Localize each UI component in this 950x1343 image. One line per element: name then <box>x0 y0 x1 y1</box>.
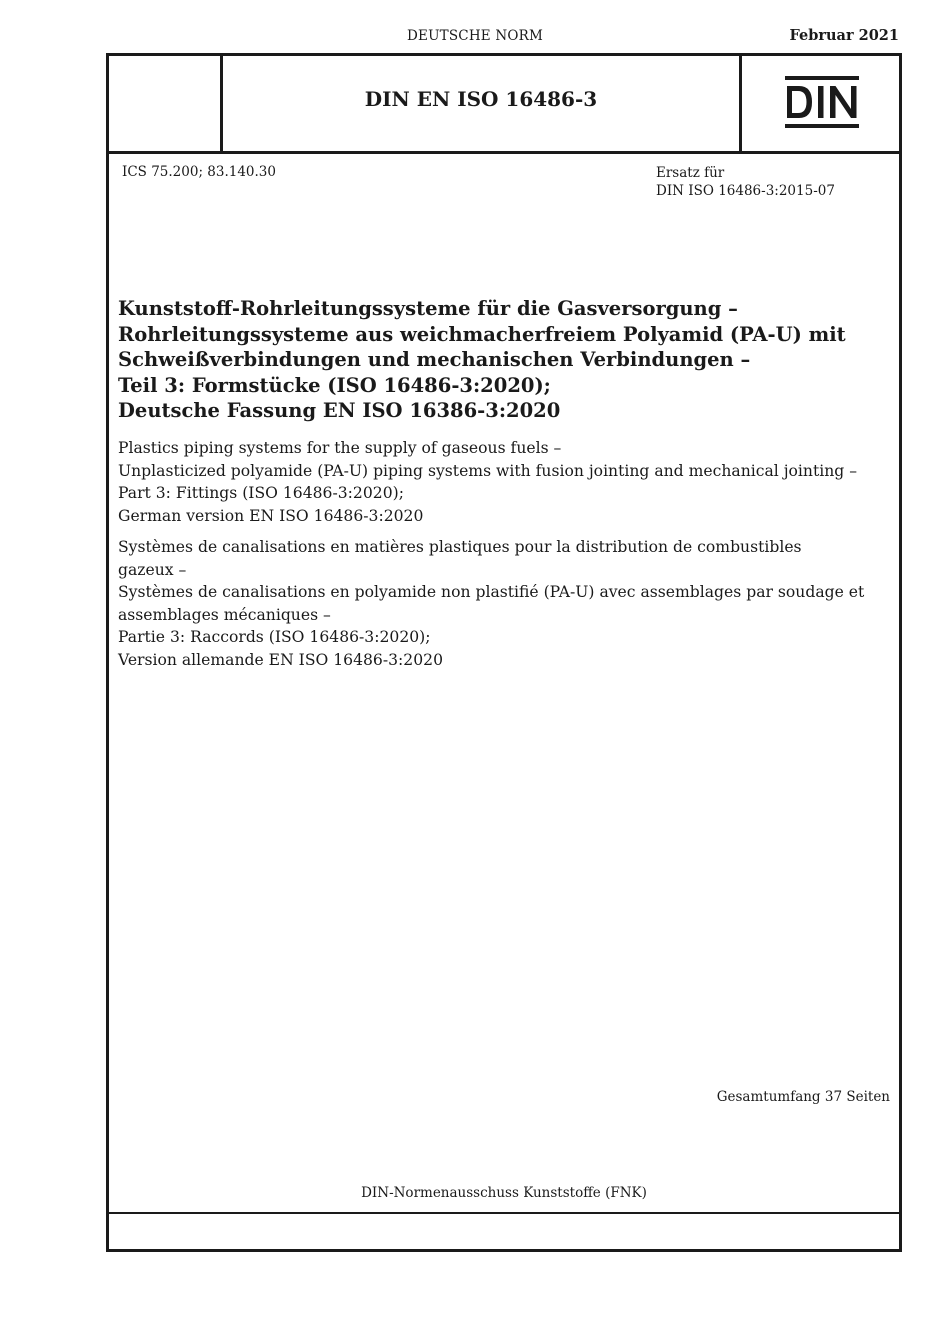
publication-date: Februar 2021 <box>789 27 899 44</box>
committee-name: DIN-Normenausschuss Kunststoffe (FNK) <box>361 1185 647 1201</box>
title-english-line: German version EN ISO 16486-3:2020 <box>118 506 424 525</box>
document-number: DIN EN ISO 16486-3 <box>364 87 598 111</box>
title-french-line: gazeux – <box>118 560 187 579</box>
din-logo <box>742 74 902 130</box>
norm-label: DEUTSCHE NORM <box>406 28 544 44</box>
title-german-line: Rohrleitungssysteme aus weichmacherfreiem Polyamid (PA-U) mit <box>118 322 846 346</box>
title-english-line: Unplasticized polyamide (PA-U) piping systems with fusion jointing and mechanical jointing – <box>118 461 857 480</box>
title-french-line: Systèmes de canalisations en matières plastiques pour la distribution de combustibles <box>118 538 802 556</box>
title-german <box>118 296 898 424</box>
replaces-document: DIN ISO 16486-3:2015-07 <box>656 183 835 199</box>
title-german-line: Deutsche Fassung EN ISO 16386-3:2020 <box>118 399 561 422</box>
replaces-label: Ersatz für <box>656 165 725 181</box>
title-french-line: Systèmes de canalisations en polyamide non plastifié (PA-U) avec assemblages par soudage et <box>118 583 865 601</box>
title-french <box>118 536 898 671</box>
title-english-line: Part 3: Fittings (ISO 16486-3:2020); <box>118 484 404 502</box>
footer-divider <box>106 1212 902 1214</box>
title-german-line: Kunststoff-Rohrleitungssysteme für die Gasversorgung – <box>118 297 738 320</box>
page-count: Gesamtumfang 37 Seiten <box>716 1089 890 1105</box>
header-divider-bottom <box>106 151 902 154</box>
title-french-line: assemblages mécaniques – <box>118 605 331 624</box>
title-english <box>118 437 898 527</box>
replaces-block <box>656 164 835 200</box>
title-french-line: Version allemande EN ISO 16486-3:2020 <box>118 650 443 669</box>
ics-code: ICS 75.200; 83.140.30 <box>122 164 276 180</box>
title-english-line: Plastics piping systems for the supply of gaseous fuels – <box>118 439 562 457</box>
title-french-line: Partie 3: Raccords (ISO 16486-3:2020); <box>118 628 431 646</box>
title-german-line: Teil 3: Formstücke (ISO 16486-3:2020); <box>118 373 551 397</box>
title-german-line: Schweißverbindungen und mechanischen Verbindungen – <box>118 348 751 371</box>
